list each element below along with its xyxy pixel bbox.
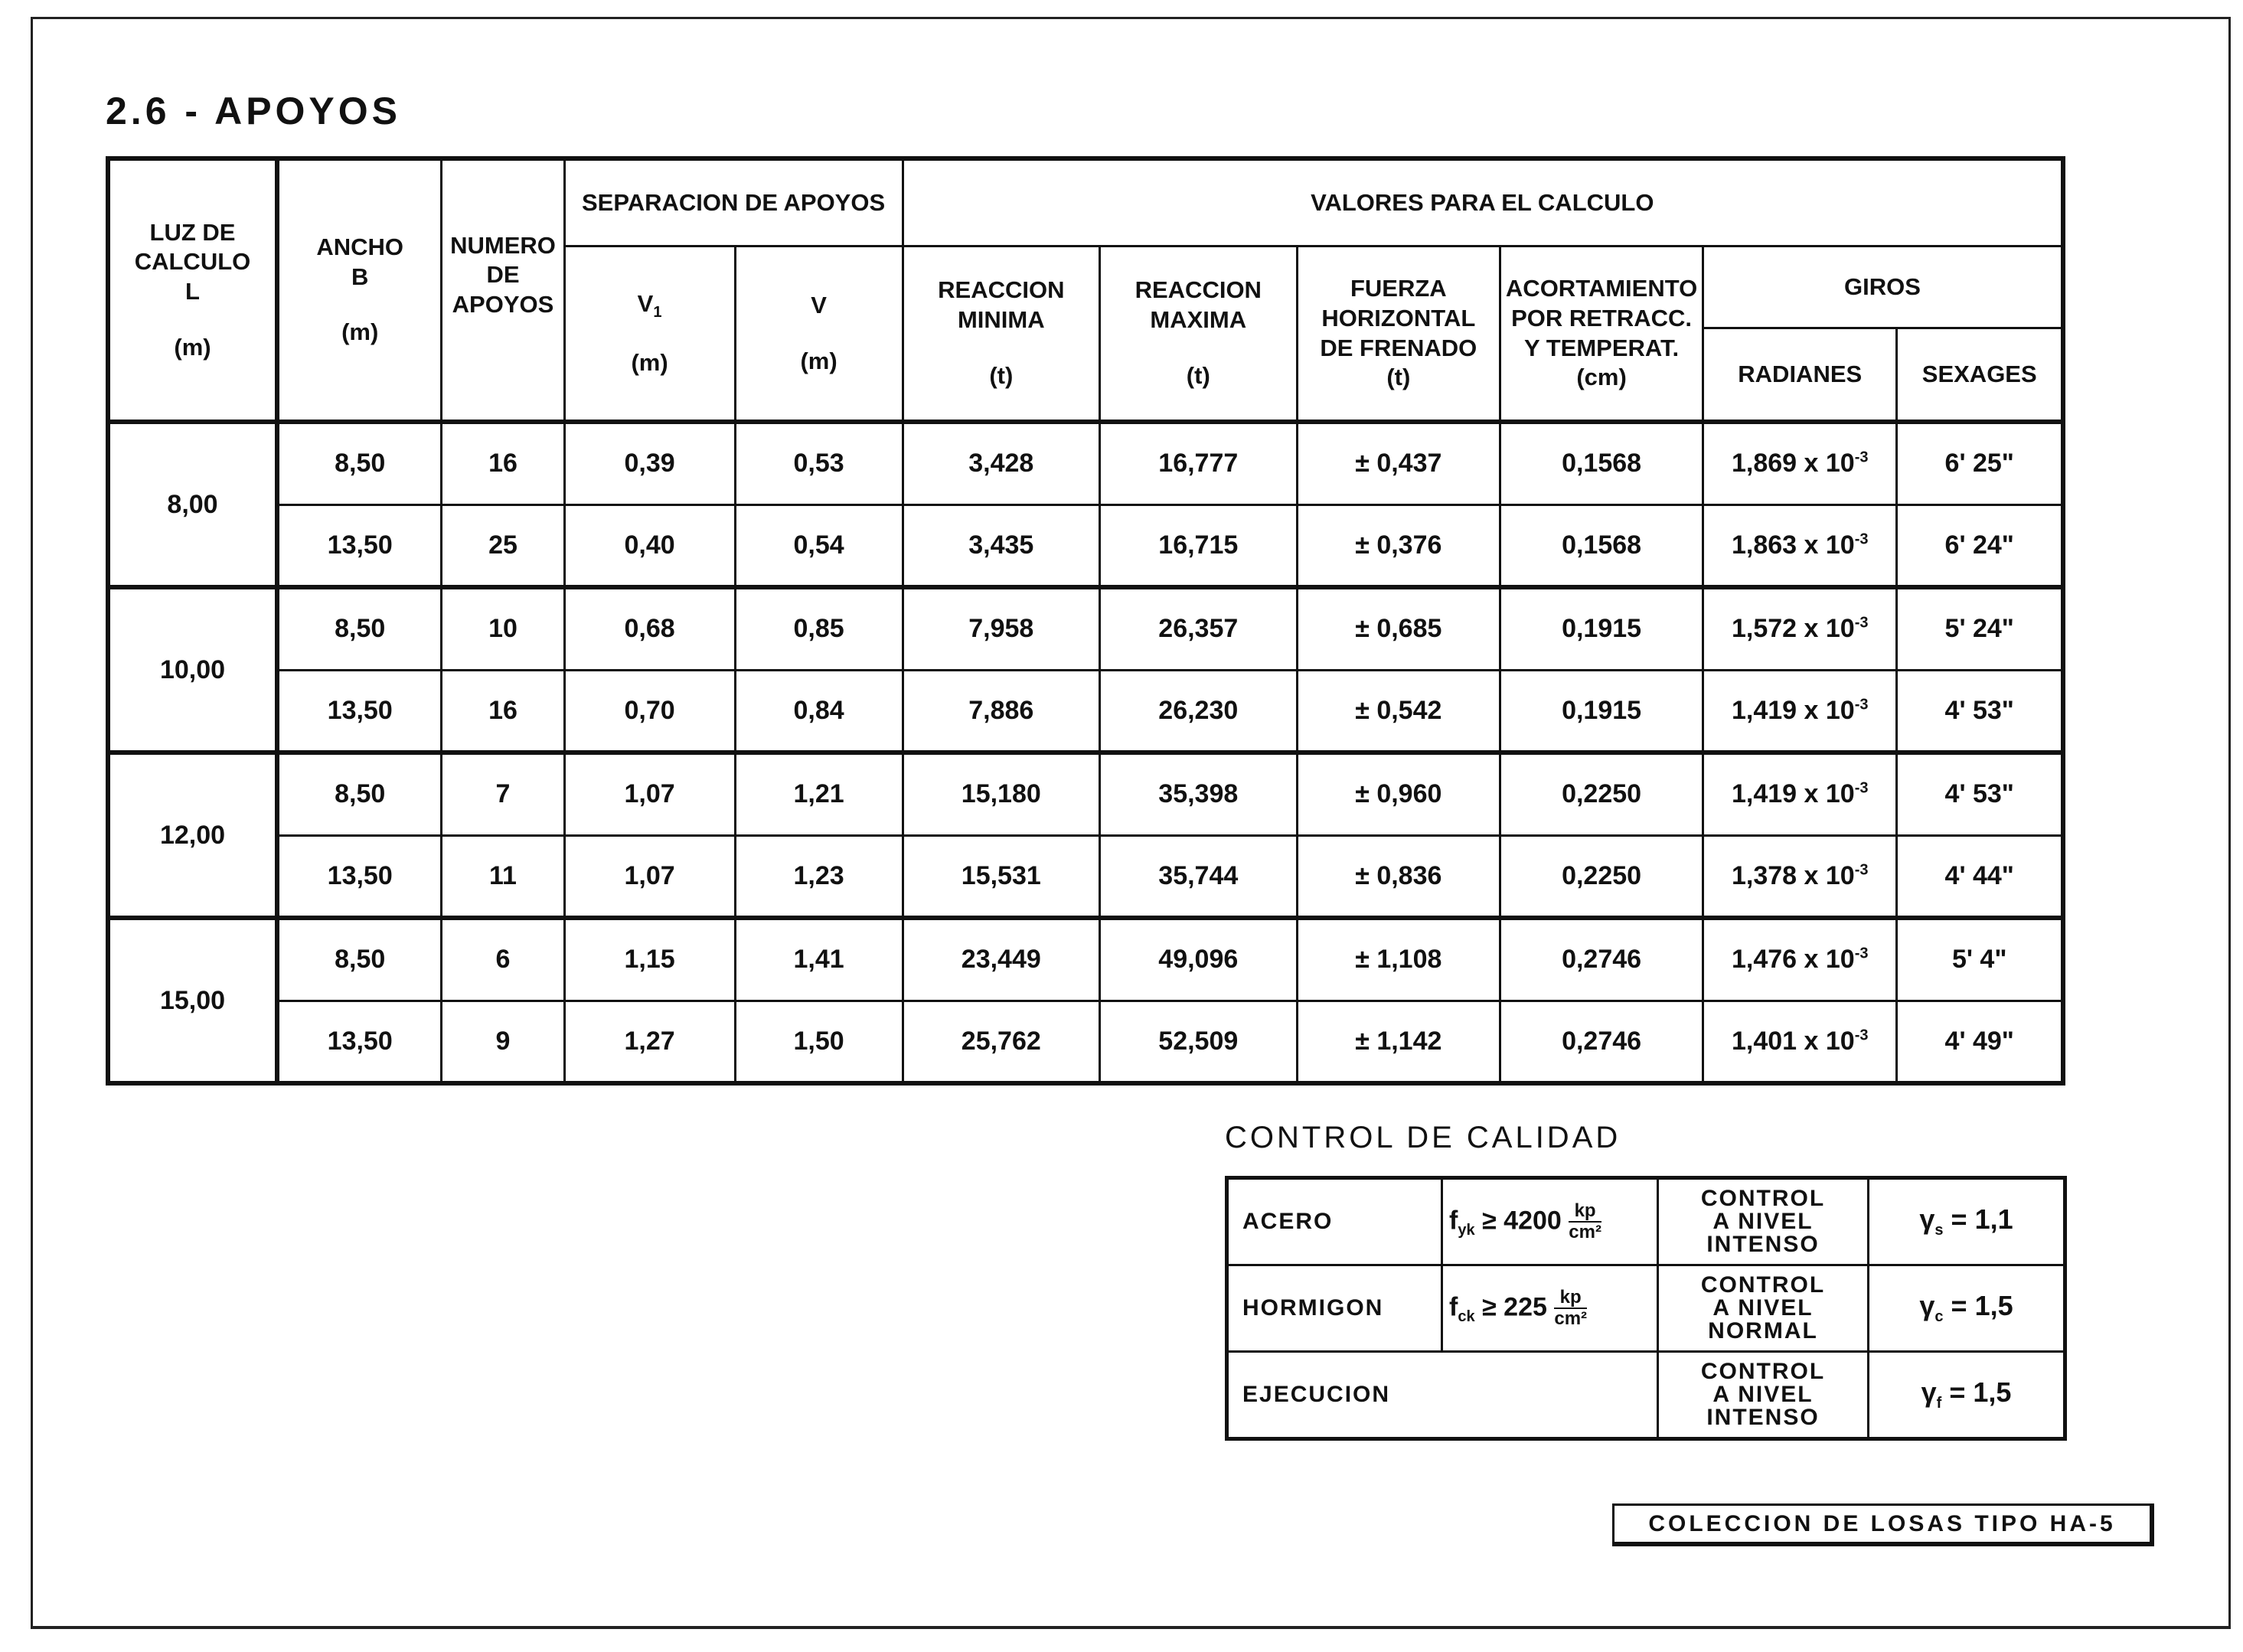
header-numero: NUMERO DE APOYOS (442, 158, 564, 422)
header-valores: VALORES PARA EL CALCULO (903, 158, 2063, 246)
cell-v1: 1,15 (564, 918, 735, 1001)
cell-rmin: 3,435 (903, 504, 1099, 587)
cell-acort: 0,1568 (1500, 422, 1703, 504)
control-gamma: $\gamma_f = 1,5$ (1869, 1352, 2065, 1439)
control-formula: $f_{ck} \ge 225$ $\frac{kp}{\text{cm²}}$ (1442, 1265, 1658, 1352)
apoyos-table (106, 156, 2065, 1086)
cell-acort: 0,2746 (1500, 918, 1703, 1001)
cell-rmax: 52,509 (1100, 1001, 1297, 1083)
control-level: CONTROL A NIVEL INTENSO (1658, 1352, 1869, 1439)
cell-radianes: 1,863 x $10^{-3}$ (1703, 504, 1897, 587)
cell-ancho: 13,50 (277, 1001, 442, 1083)
cell-numero: 25 (442, 504, 564, 587)
cell-radianes: 1,401 x $10^{-3}$ (1703, 1001, 1897, 1083)
header-giros: GIROS (1703, 246, 2063, 328)
cell-ancho: 13,50 (277, 670, 442, 753)
cell-ancho: 8,50 (277, 587, 442, 670)
collection-label: COLECCION DE LOSAS TIPO HA-5 (1612, 1503, 2154, 1546)
cell-v: 1,50 (735, 1001, 903, 1083)
cell-fuerza: ± 1,108 (1297, 918, 1500, 1001)
cell-sexages: 4' 53" (1897, 670, 2063, 753)
control-label: EJECUCION (1227, 1352, 1658, 1439)
header-reaccion-minima: REACCION MINIMA (t) (903, 246, 1099, 423)
cell-fuerza: ± 0,376 (1297, 504, 1500, 587)
cell-rmax: 26,230 (1100, 670, 1297, 753)
cell-sexages: 4' 44" (1897, 835, 2063, 918)
cell-v: 1,21 (735, 753, 903, 835)
header-sexages: SEXAGES (1897, 328, 2063, 423)
header-radianes: RADIANES (1703, 328, 1897, 423)
header-v1: $V_1$ (m) (564, 246, 735, 423)
cell-rmax: 35,744 (1100, 835, 1297, 918)
control-row-acero (1227, 1178, 2065, 1265)
table-row (108, 1001, 2063, 1083)
cell-rmax: 49,096 (1100, 918, 1297, 1001)
cell-acort: 0,2250 (1500, 835, 1703, 918)
cell-ancho: 13,50 (277, 504, 442, 587)
table-row (108, 835, 2063, 918)
cell-radianes: 1,572 x $10^{-3}$ (1703, 587, 1897, 670)
cell-rmax: 16,777 (1100, 422, 1297, 504)
control-calidad-table (1225, 1176, 2067, 1441)
cell-acort: 0,2746 (1500, 1001, 1703, 1083)
cell-radianes: 1,419 x $10^{-3}$ (1703, 753, 1897, 835)
cell-v1: 0,39 (564, 422, 735, 504)
cell-sexages: 6' 24" (1897, 504, 2063, 587)
cell-v1: 0,68 (564, 587, 735, 670)
cell-luz: 12,00 (108, 753, 277, 918)
cell-acort: 0,2250 (1500, 753, 1703, 835)
cell-v1: 1,07 (564, 753, 735, 835)
control-row-hormigon (1227, 1265, 2065, 1352)
cell-v: 1,23 (735, 835, 903, 918)
cell-numero: 6 (442, 918, 564, 1001)
apoyos-table-body (108, 422, 2063, 1083)
cell-v1: 1,27 (564, 1001, 735, 1083)
header-acortamiento: ACORTAMIENTO POR RETRACC. Y TEMPERAT. (cm) (1500, 246, 1703, 423)
cell-luz: 8,00 (108, 422, 277, 587)
cell-numero: 7 (442, 753, 564, 835)
control-gamma: $\gamma_c = 1,5$ (1869, 1265, 2065, 1352)
cell-fuerza: ± 0,960 (1297, 753, 1500, 835)
cell-ancho: 8,50 (277, 422, 442, 504)
control-level: CONTROL A NIVEL INTENSO (1658, 1178, 1869, 1265)
cell-sexages: 5' 4" (1897, 918, 2063, 1001)
cell-v1: 1,07 (564, 835, 735, 918)
cell-v: 0,85 (735, 587, 903, 670)
cell-rmin: 3,428 (903, 422, 1099, 504)
cell-ancho: 8,50 (277, 753, 442, 835)
cell-numero: 9 (442, 1001, 564, 1083)
cell-numero: 16 (442, 422, 564, 504)
cell-rmax: 16,715 (1100, 504, 1297, 587)
cell-rmax: 35,398 (1100, 753, 1297, 835)
cell-fuerza: ± 0,437 (1297, 422, 1500, 504)
cell-numero: 10 (442, 587, 564, 670)
cell-v1: 0,40 (564, 504, 735, 587)
cell-luz: 10,00 (108, 587, 277, 753)
control-formula: $f_{yk} \ge 4200$ $\frac{kp}{\text{cm²}}$ (1442, 1178, 1658, 1265)
cell-v: 1,41 (735, 918, 903, 1001)
cell-sexages: 4' 49" (1897, 1001, 2063, 1083)
control-row-ejecucion (1227, 1352, 2065, 1439)
table-row (108, 504, 2063, 587)
header-separacion: SEPARACION DE APOYOS (564, 158, 903, 246)
cell-rmin: 15,180 (903, 753, 1099, 835)
header-ancho: ANCHO B (m) (277, 158, 442, 422)
cell-radianes: 1,869 x $10^{-3}$ (1703, 422, 1897, 504)
cell-acort: 0,1915 (1500, 587, 1703, 670)
table-row (108, 753, 2063, 835)
cell-rmin: 23,449 (903, 918, 1099, 1001)
cell-v: 0,54 (735, 504, 903, 587)
page-title: 2.6 - APOYOS (106, 90, 402, 132)
cell-radianes: 1,476 x $10^{-3}$ (1703, 918, 1897, 1001)
header-v: V (m) (735, 246, 903, 423)
cell-fuerza: ± 0,542 (1297, 670, 1500, 753)
cell-numero: 16 (442, 670, 564, 753)
table-row (108, 587, 2063, 670)
cell-rmax: 26,357 (1100, 587, 1297, 670)
control-gamma: $\gamma_s = 1,1$ (1869, 1178, 2065, 1265)
control-calidad-title: CONTROL DE CALIDAD (1225, 1121, 1621, 1154)
cell-rmin: 7,886 (903, 670, 1099, 753)
cell-numero: 11 (442, 835, 564, 918)
cell-fuerza: ± 0,685 (1297, 587, 1500, 670)
cell-sexages: 4' 53" (1897, 753, 2063, 835)
cell-radianes: 1,419 x $10^{-3}$ (1703, 670, 1897, 753)
cell-luz: 15,00 (108, 918, 277, 1083)
cell-acort: 0,1568 (1500, 504, 1703, 587)
cell-acort: 0,1915 (1500, 670, 1703, 753)
cell-radianes: 1,378 x $10^{-3}$ (1703, 835, 1897, 918)
control-label: ACERO (1227, 1178, 1442, 1265)
table-row (108, 918, 2063, 1001)
cell-sexages: 6' 25" (1897, 422, 2063, 504)
cell-rmin: 15,531 (903, 835, 1099, 918)
control-level: CONTROL A NIVEL NORMAL (1658, 1265, 1869, 1352)
cell-v: 0,84 (735, 670, 903, 753)
cell-sexages: 5' 24" (1897, 587, 2063, 670)
cell-v: 0,53 (735, 422, 903, 504)
header-reaccion-maxima: REACCION MAXIMA (t) (1100, 246, 1297, 423)
header-luz: LUZ DE CALCULO L (m) (108, 158, 277, 422)
cell-rmin: 25,762 (903, 1001, 1099, 1083)
cell-ancho: 13,50 (277, 835, 442, 918)
cell-ancho: 8,50 (277, 918, 442, 1001)
control-label: HORMIGON (1227, 1265, 1442, 1352)
cell-rmin: 7,958 (903, 587, 1099, 670)
cell-fuerza: ± 0,836 (1297, 835, 1500, 918)
table-row (108, 670, 2063, 753)
cell-v1: 0,70 (564, 670, 735, 753)
header-fuerza-horizontal: FUERZA HORIZONTAL DE FRENADO (t) (1297, 246, 1500, 423)
cell-fuerza: ± 1,142 (1297, 1001, 1500, 1083)
header-luz-unit: (m) (174, 333, 211, 361)
table-row (108, 422, 2063, 504)
